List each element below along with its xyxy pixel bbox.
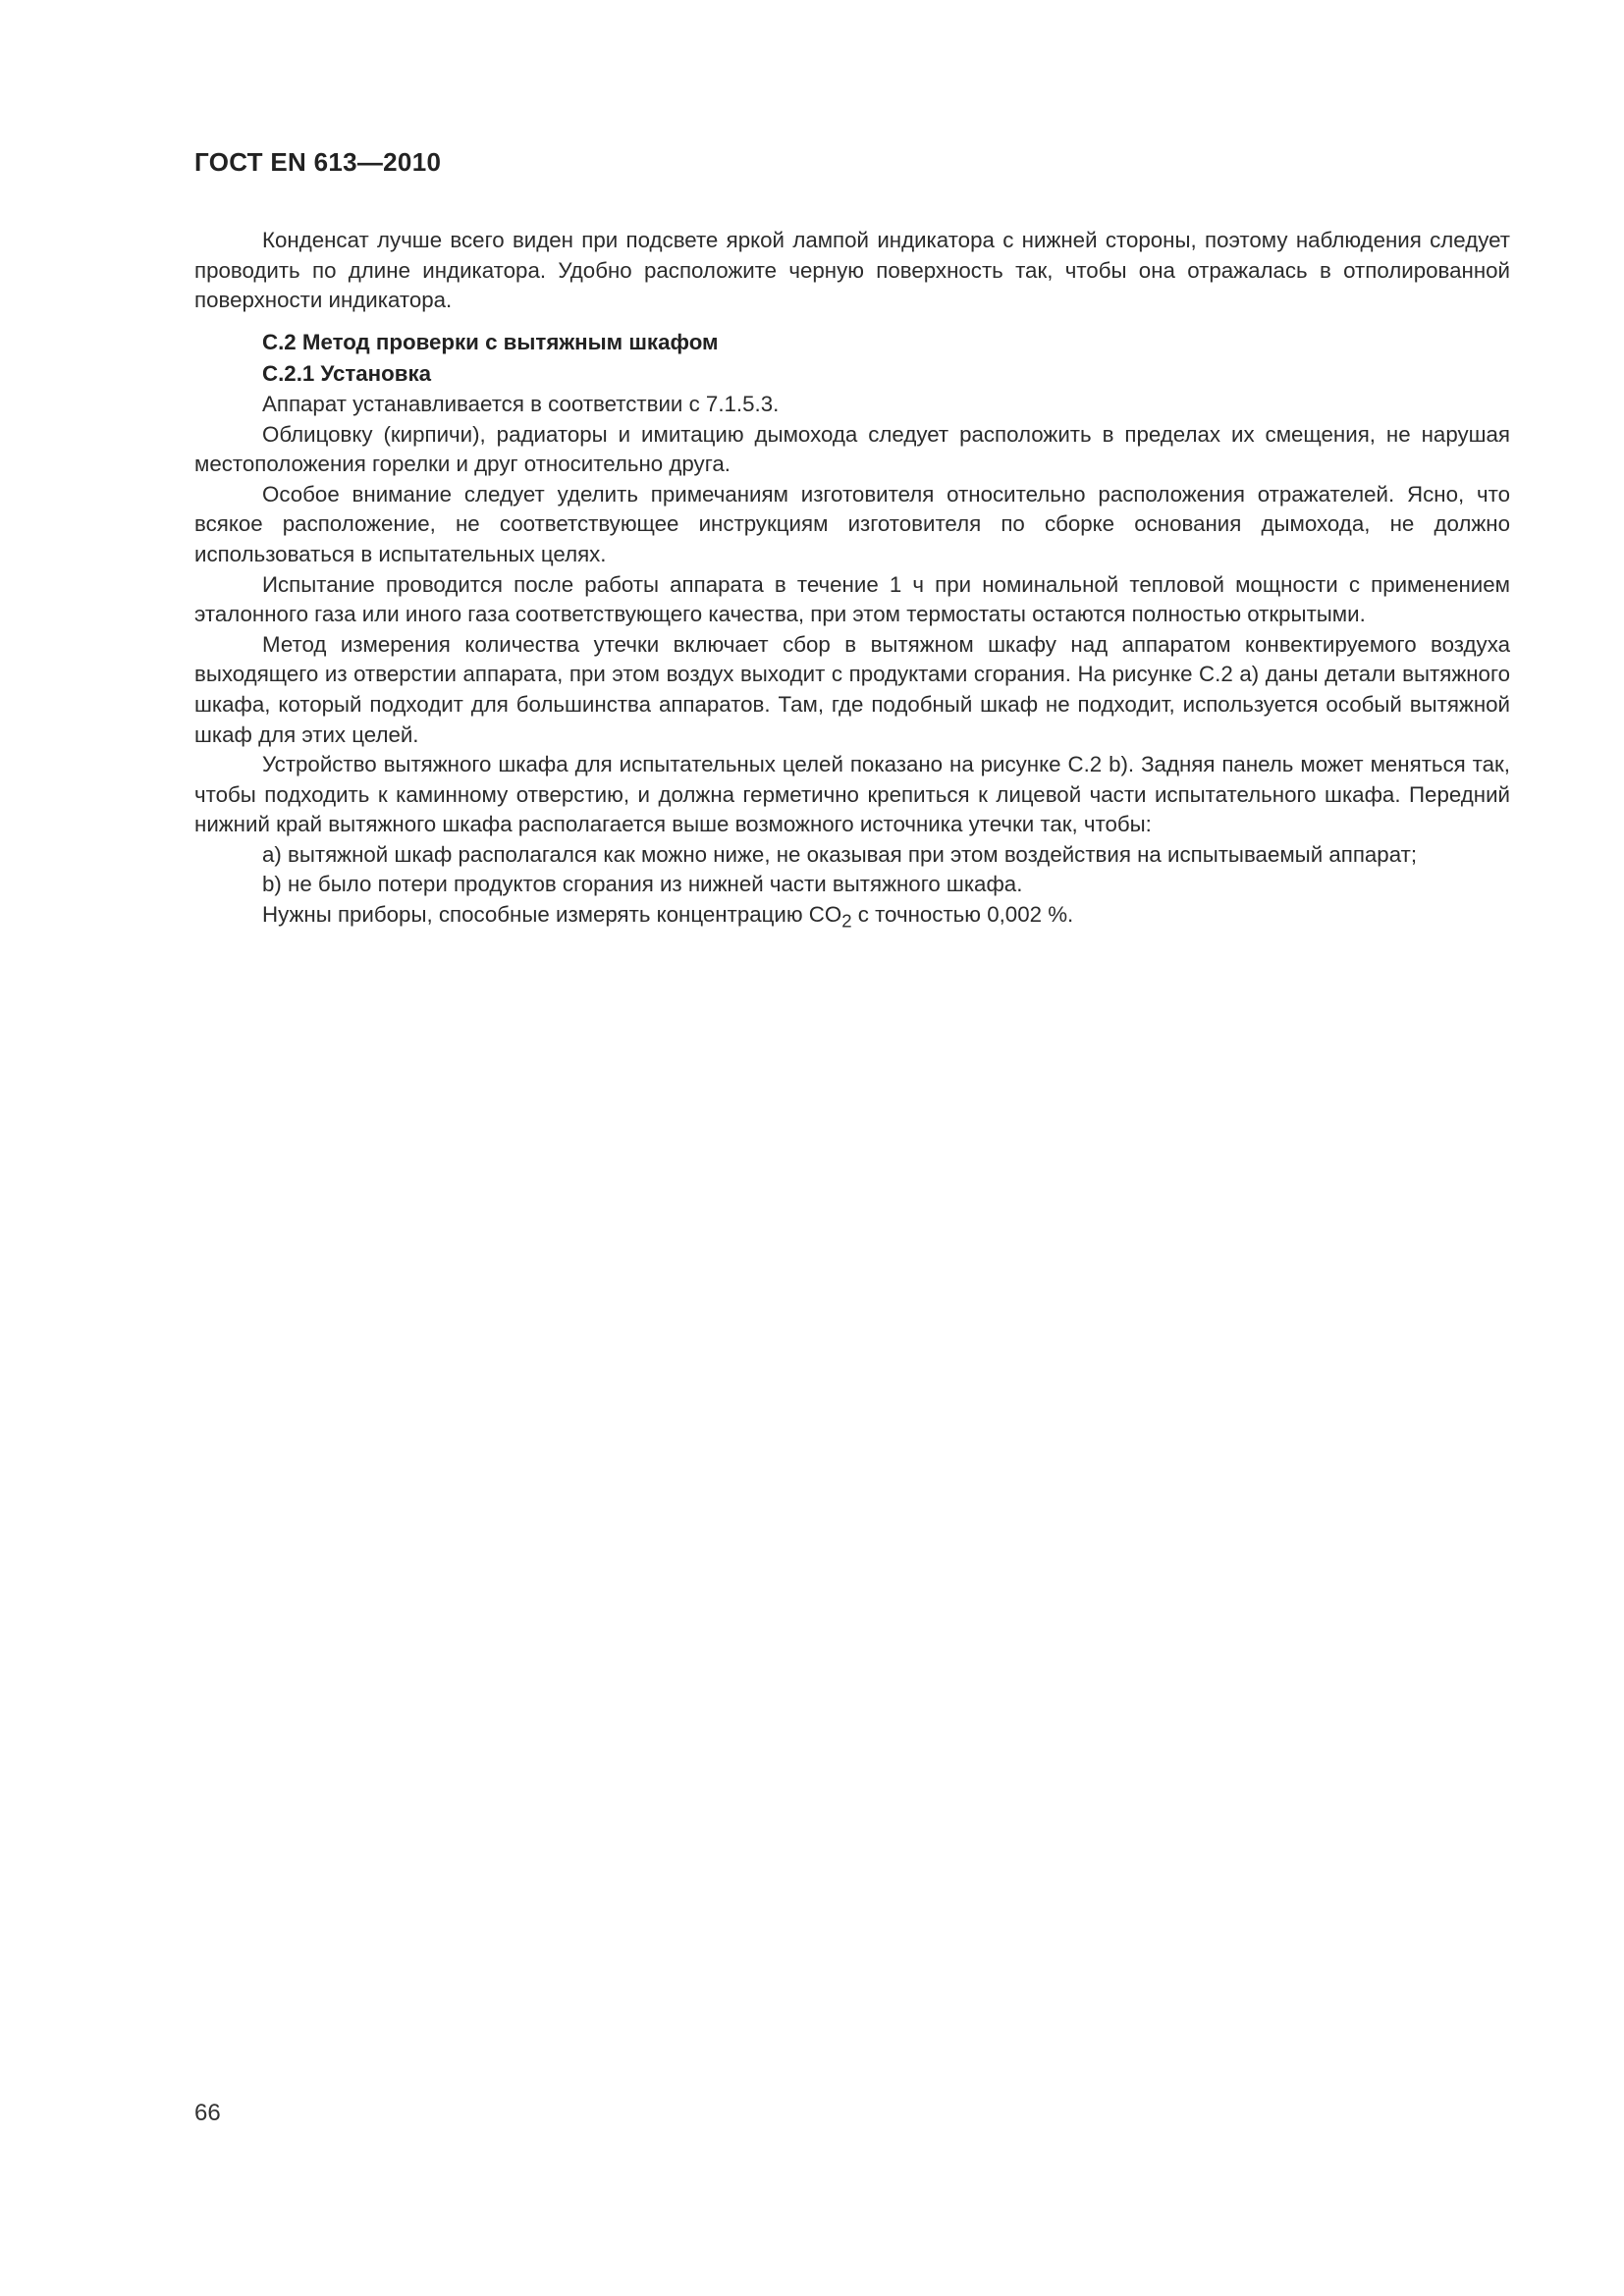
subsection-heading-c21: C.2.1 Установка — [262, 361, 432, 387]
paragraph-1: Аппарат устанавливается в соответствии с 7.1.5.3. — [262, 391, 780, 416]
paragraph-intro: Конденсат лучше всего виден при подсвете яркой лампой индикатора с нижней стороны, поэтому наблюдения следует проводить по длине индикатора. Удобно расположите черную поверхность так, чтобы она отражалась в отполированной поверхности индикатора. — [194, 228, 1510, 313]
paragraph-6: Устройство вытяжного шкафа для испытательных целей показано на рисунке C.2 b). Задняя панель может меняться так, чтобы подходить к каминному отверстию, и должна герметично крепиться к лицевой части испытательного шкафа. Передний нижний край вытяжного шкафа располагается выше возможного источника утечки так, чтобы: — [194, 752, 1510, 837]
document-header: ГОСТ EN 613—2010 — [194, 147, 442, 177]
co2-subscript: 2 — [841, 910, 852, 932]
document-body — [194, 226, 1510, 936]
paragraph-7-text-end: с точностью 0,002 %. — [851, 902, 1074, 928]
list-item-a: a) вытяжной шкаф располагался как можно ниже, не оказывая при этом воздействия на испытываемый аппарат; — [262, 841, 1418, 867]
paragraph-3: Особое внимание следует уделить примечаниям изготовителя относительно расположения отражателей. Ясно, что всякое расположение, не соответствующее инструкциям изготовителя по сборке основания дымохода, не должно использоваться в испытательных целях. — [194, 481, 1510, 566]
paragraph-2: Облицовку (кирпичи), радиаторы и имитацию дымохода следует расположить в пределах их смещения, не нарушая местоположения горелки и друг относительно друга. — [194, 421, 1510, 477]
paragraph-7-text: Нужны приборы, способные измерять концентрацию CO — [262, 902, 842, 928]
paragraph-4: Испытание проводится после работы аппарата в течение 1 ч при номинальной тепловой мощности с применением эталонного газа или иного газа соответствующего качества, при этом термостаты остаются полностью открытыми. — [194, 571, 1510, 627]
section-heading-c2: C.2 Метод проверки с вытяжным шкафом — [262, 329, 719, 354]
paragraph-5: Метод измерения количества утечки включает сбор в вытяжном шкафу над аппаратом конвектируемого воздуха выходящего из отверстии аппарата, при этом воздух выходит с продуктами сгорания. На рисунке C.2 a) даны детали вытяжного шкафа, который подходит для большинства аппаратов. Там, где подобный шкаф не подходит, используется особый вытяжной шкаф для этих целей. — [194, 631, 1510, 747]
paragraph-7 — [194, 900, 1510, 936]
list-item-b: b) не было потери продуктов сгорания из нижней части вытяжного шкафа. — [262, 872, 1023, 897]
page-number: 66 — [194, 2100, 221, 2126]
